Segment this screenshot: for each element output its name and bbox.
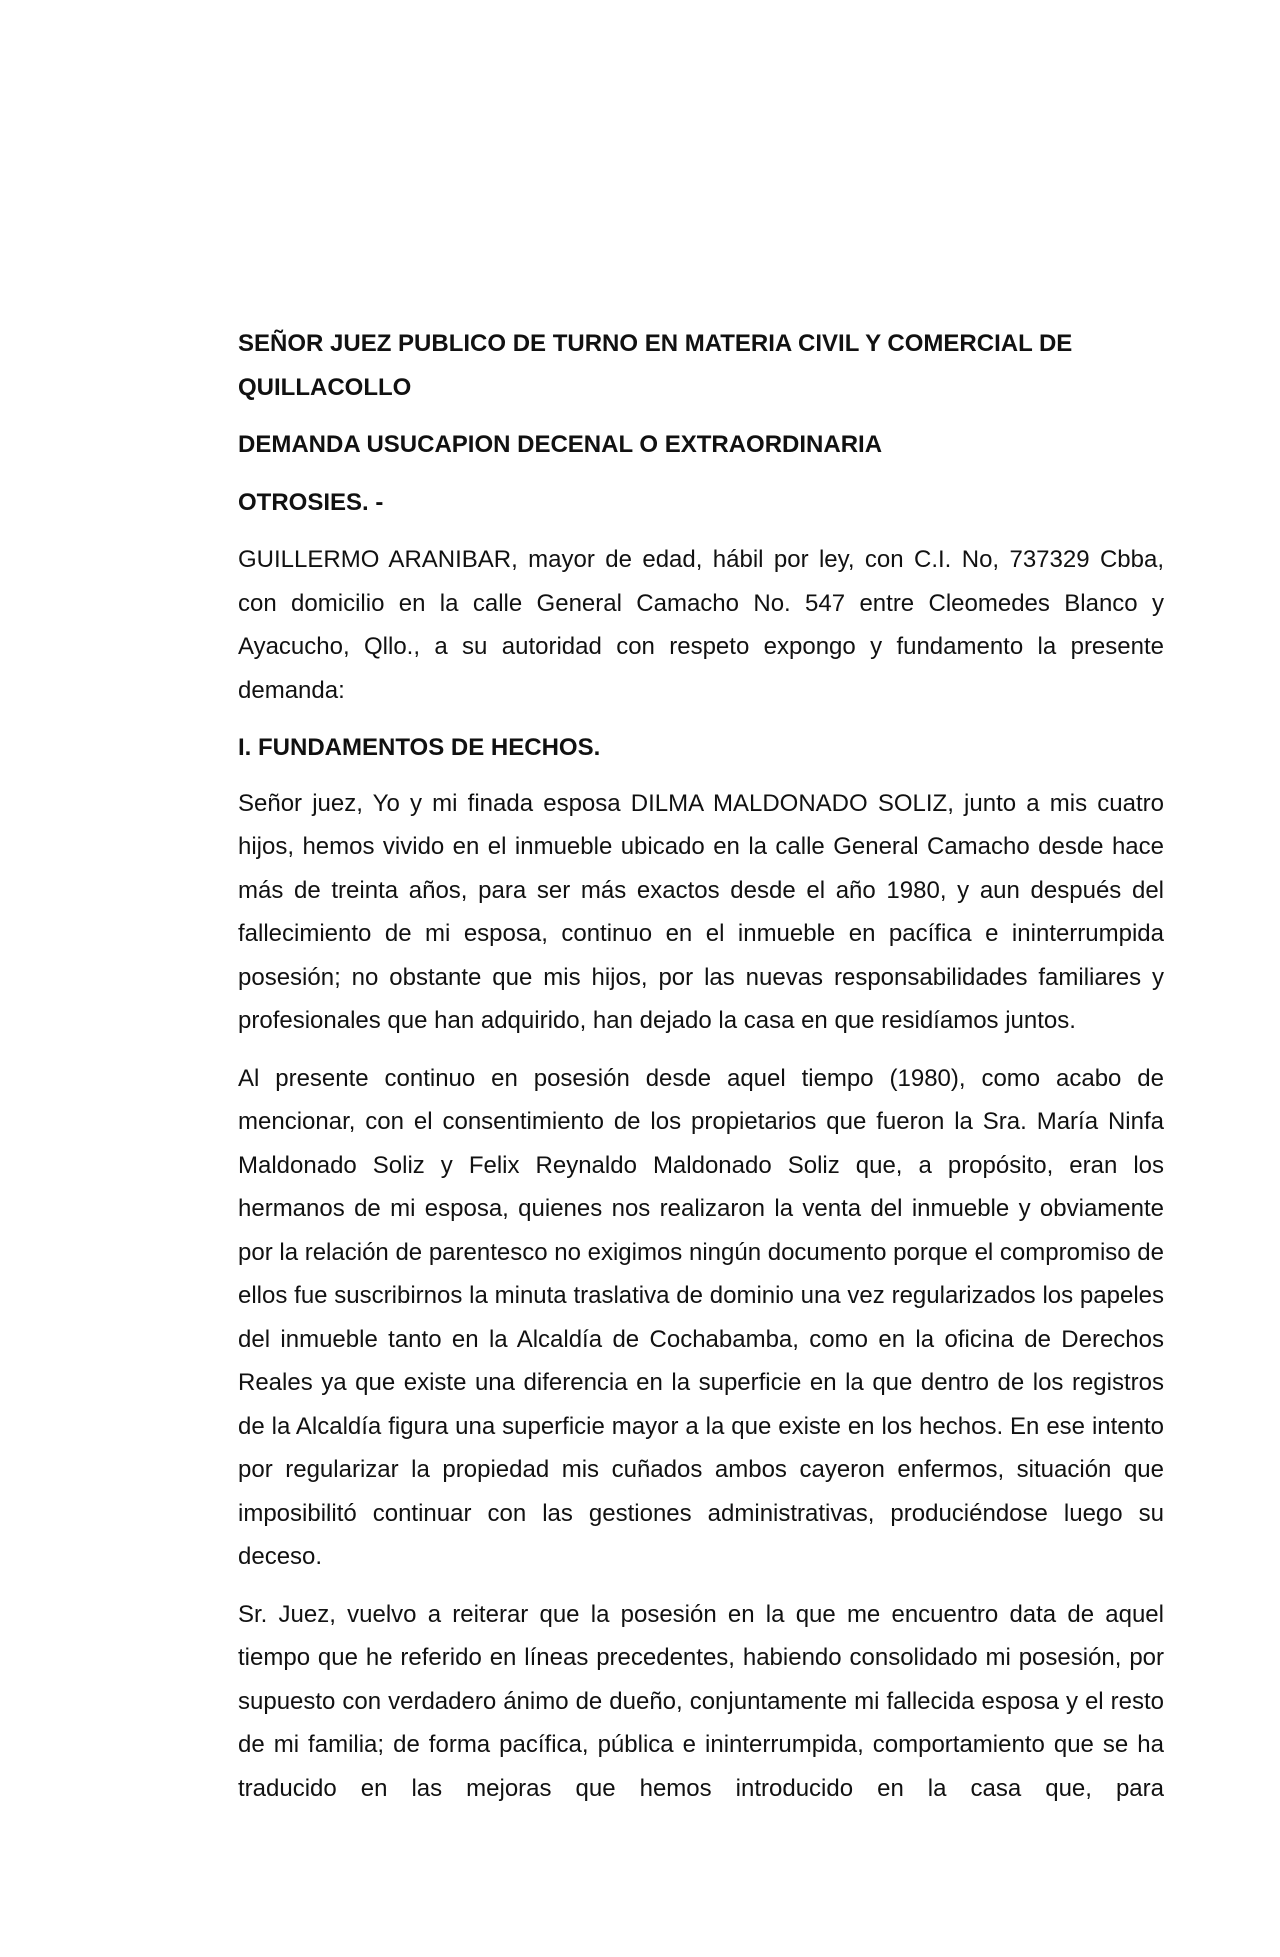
document-body xyxy=(238,322,1164,1824)
intro-paragraph: GUILLERMO ARANIBAR, mayor de edad, hábil por ley, con C.I. No, 737329 Cbba, con domicilio en la calle General Camacho No. 547 entre Cleomedes Blanco y Ayacucho, Qllo., a su autoridad con respeto expongo y fundamento la presente demanda: xyxy=(238,546,1164,704)
claim-title: DEMANDA USUCAPION DECENAL O EXTRAORDINARIA xyxy=(238,431,883,458)
facts-paragraph-3: Sr. Juez, vuelvo a reiterar que la posesión en la que me encuentro data de aquel tiempo que he referido en líneas precedentes, habiendo consolidado mi posesión, por supuesto con verdadero ánimo de dueño, conjuntamente mi fallecida esposa y el resto de mi familia; de forma pacífica, pública e ininterrumpida, comportamiento que se ha traducido en las mejoras que hemos introducido en la casa que, para xyxy=(238,1600,1164,1802)
section-title-facts: I. FUNDAMENTOS DE HECHOS. xyxy=(238,734,601,761)
otrosies-heading: OTROSIES. - xyxy=(238,488,384,516)
court-address-heading: SEÑOR JUEZ PUBLICO DE TURNO EN MATERIA CIVIL Y COMERCIAL DE QUILLACOLLO xyxy=(238,330,1073,401)
facts-paragraph-1: Señor juez, Yo y mi finada esposa DILMA MALDONADO SOLIZ, junto a mis cuatro hijos, hemos vivido en el inmueble ubicado en la calle General Camacho desde hace más de treinta años, para ser más exactos desde el año 1980, y aun después del fallecimiento de mi esposa, continuo en el inmueble en pacífica e ininterrumpida posesión; no obstante que mis hijos, por las nuevas responsabilidades familiares y profesionales que han adquirido, han dejado la casa en que residíamos juntos. xyxy=(238,789,1164,1034)
facts-paragraph-2: Al presente continuo en posesión desde aquel tiempo (1980), como acabo de mencionar, con el consentimiento de los propietarios que fueron la Sra. María Ninfa Maldonado Soliz y Felix Reynaldo Maldonado Soliz que, a propósito, eran los hermanos de mi esposa, quienes nos realizaron la venta del inmueble y obviamente por la relación de parentesco no exigimos ningún documento porque el compromiso de ellos fue suscribirnos la minuta traslativa de dominio una vez regularizados los papeles del inmueble tanto en la Alcaldía de Cochabamba, como en la oficina de Derechos Reales ya que existe una diferencia en la superficie en la que dentro de los registros de la Alcaldía figura una superficie mayor a la que existe en los hechos. En ese intento por regularizar la propiedad mis cuñados ambos cayeron enfermos, situación que imposibilitó continuar con las gestiones administrativas, produciéndose luego su deceso. xyxy=(238,1064,1164,1570)
